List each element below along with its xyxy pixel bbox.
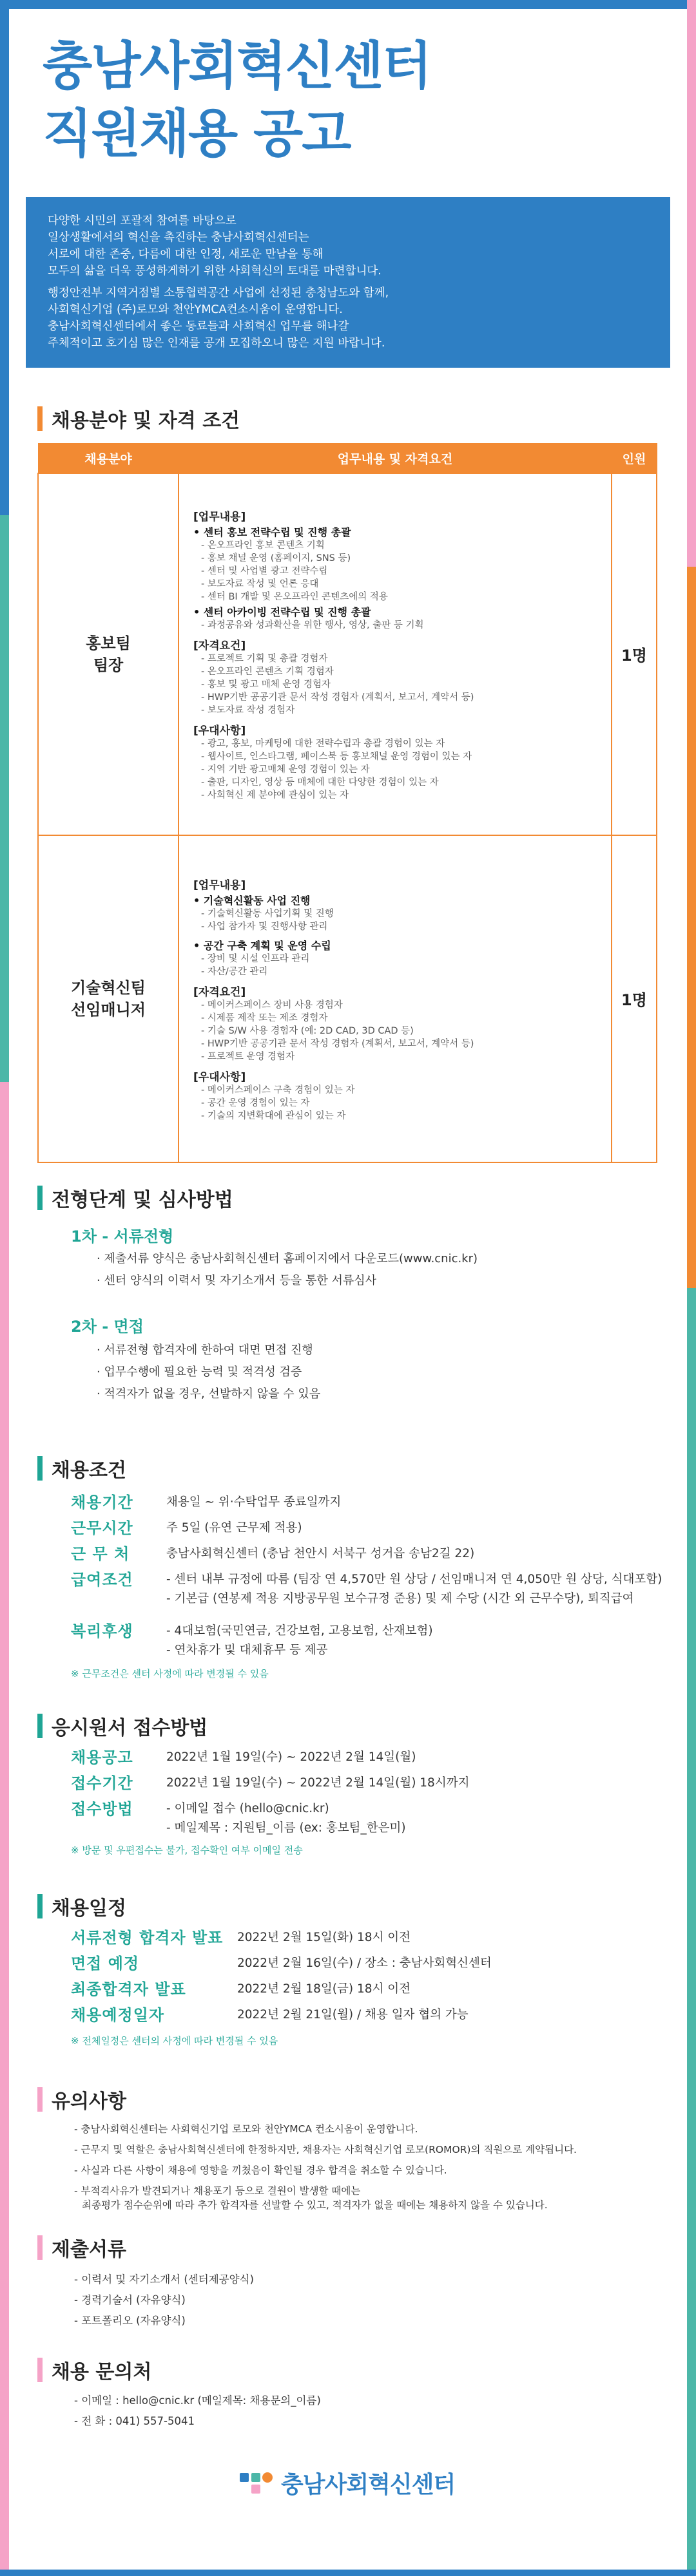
intro-paragraph: 다양한 시민의 포괄적 참여를 바탕으로 일상생활에서의 혁신을 촉진하는 충남사회혁신센터는 서로에 대한 존중, 다름에 대한 인정, 새로운 만남을 통해 모두의 삶을 더욱 풍성하게하기 위한 사회혁신의 토대를 마련합니다. [48,214,382,278]
count-cell: 1명 [612,473,657,835]
schedule-row: 최종합격자 발표 2022년 2월 18일(금) 18시 이전 [71,1980,411,1998]
table-header-row [38,444,657,473]
section-header-documents: 제출서류 [37,2233,126,2262]
condition-row: 복리후생 - 4대보험(국민연금, 건강보험, 고용보험, 산재보험) - 연차휴가 및 대체휴무 등 제공 [71,1622,433,1657]
conditions-note: ※ 근무조건은 센터 사정에 따라 변경될 수 있음 [71,1668,269,1680]
count-cell: 1명 [612,835,657,1162]
title-line-1: 충남사회혁신센터 [43,36,431,96]
section-header-contact: 채용 문의처 [37,2356,151,2384]
application-row: 채용공고 2022년 1월 19일(수) ~ 2022년 2월 14일(월) [71,1748,416,1766]
page-title [43,32,430,167]
section-header-schedule: 채용일정 [37,1892,126,1920]
contact-list: - 이메일 : hello@cnic.kr (메일제목: 채용문의_이름) - 전 화 : 041) 557-5041 [74,2394,321,2427]
application-row: 접수기간 2022년 1월 19일(수) ~ 2022년 2월 14일(월) 18시까지 [71,1774,470,1792]
condition-row: 급여조건 - 센터 내부 규정에 따름 (팀장 연 4,570만 원 상당 / 선임매니저 연 4,050만 원 상당, 식대포함) - 기본급 (연봉제 적용 지방공무원 보수규정 준용) 및 제 수당 (시간 외 근무수당), 퇴직급여 [71,1571,662,1605]
top-accent-bar [0,0,696,9]
notes-list: - 충남사회혁신센터는 사회혁신기업 로모와 천안YMCA 컨소시움이 운영합니다. - 근무지 및 역할은 충남사회혁신센터에 한정하지만, 채용자는 사회혁신기업 로모(ROMOR)의 직원으로 계약됩니다. - 사실과 다른 사항이 채용에 영향을 끼쳤음이 확인될 경우 합격을 취소할 수 있습니다. - 부적격사유가 발견되거나 채용포기 등으로 결원이 발생할 때에는 최종평가 점수순위에 따라 추가 합격자를 선발할 수 있고, 적격자가 없을 때에는 채용하지 않을 수 있습니다. [74,2123,577,2211]
table-row [38,835,657,1162]
application-row: 접수방법 - 이메일 접수 (hello@cnic.kr) - 메일제목 : 지원팀_이름 (ex: 홍보팀_한은미) [71,1800,406,1835]
section-header-process: 전형단계 및 심사방법 [37,1184,233,1212]
table-row [38,473,657,835]
desc-cell: [업무내용] • 기술혁신활동 사업 진행 - 기술혁신활동 사업기획 및 진행 - 사업 참가자 및 진행사항 관리 • 공간 구축 계획 및 운영 수립 - 장비 및 시설 인프라 관리 - 자산/공간 관리 [자격요건] - 메이커스페이스 장비 사용 경험자 - 시제품 제작 또는 제조 경험자 - 기술 S/W 사용 경험자 (예: 2D CAD, 3D CAD 등) - HWP기반 공공기관 문서 작성 경험자 (계획서, 보고서, 계약서 등) - 프로젝트 운영 경험자 [우대사항] - 메이커스페이스 구축 경험이 있는 자 - 공간 운영 경험이 있는 자 - 기술의 지변확대에 관심이 있는 자 [179,835,612,1162]
condition-row: 근 무 처 충남사회혁신센터 (충남 천안시 서북구 성거읍 송남2길 22) [71,1545,475,1563]
logo-text: 충남사회혁신센터 [281,2472,456,2498]
schedule-row: 면접 예정 2022년 2월 16일(수) / 장소 : 충남사회혁신센터 [71,1955,492,1973]
desc-cell: [업무내용] • 센터 홍보 전략수립 및 진행 총괄 - 온오프라인 홍보 콘텐츠 기획 - 홍보 채널 운영 (홈페이지, SNS 등) - 센터 및 사업별 광고 전략수립 - 보도자료 작성 및 언론 응대 - 센터 BI 개발 및 온오프라인 콘텐츠에의 적용 • 센터 아카이빙 전략수립 및 진행 총괄 - 과정공유와 성과확산을 위한 행사, 영상, 출판 등 기획 [자격요건] - 프로젝트 기획 및 총괄 경험자 - 온오프라인 콘텐츠 기획 경험자 - 홍보 및 광고 매체 운영 경험자 - HWP기반 공공기관 문서 작성 경험자 (계획서, 보고서, 계약서 등) - 보도자료 작성 경험자 [우대사항] - 광고, 홍보, 마케팅에 대한 전략수립과 총괄 경험이 있는 자 - 웹사이트, 인스타그램, 페이스북 등 홍보채널 운영 경험이 있는 자 - 지역 기반 광고매체 운영 경험이 있는 자 - 출판, 디자인, 영상 등 매체에 대한 다양한 경험이 있는 자 - 사회혁신 제 분야에 관심이 있는 자 [179,473,612,835]
intro-box [26,197,670,368]
schedule-note: ※ 전체일정은 센터의 사정에 따라 변경될 수 있음 [71,2035,278,2047]
section-header-application: 응시원서 접수방법 [37,1712,208,1740]
section-header-notes: 유의사항 [37,2085,126,2114]
condition-row: 채용기간 채용일 ~ 위·수탁업무 종료일까지 [71,1493,342,1511]
documents-list: - 이력서 및 자기소개서 (센터제공양식) - 경력기술서 (자유양식) - 포트폴리오 (자유양식) [74,2273,254,2327]
schedule-row: 서류전형 합격자 발표 2022년 2월 15일(화) 18시 이전 [71,1929,411,1947]
col-header-duties: 업무내용 및 자격요건 [179,444,612,473]
role-cell: 홍보팀 팀장 [38,473,179,835]
stage-1-list: · 제출서류 양식은 충남사회혁신센터 홈페이지에서 다운로드(www.cnic.kr) · 센터 양식의 이력서 및 자기소개서 등을 통한 서류심사 [97,1252,478,1287]
logo-mark-icon [238,2469,275,2497]
title-line-2: 직원채용 공고 [43,104,351,164]
left-accent-bar [0,0,9,2576]
section-header-conditions: 채용조건 [37,1454,126,1482]
stage-2-list: · 서류전형 합격자에 한하여 대면 면접 진행 · 업무수행에 필요한 능력 및 적격성 검증 · 적격자가 없을 경우, 선발하지 않을 수 있음 [97,1343,321,1401]
schedule-row: 채용예정일자 2022년 2월 21일(월) / 채용 일자 협의 가능 [71,2006,469,2024]
bottom-accent-bar [0,2570,696,2576]
role-cell: 기술혁신팀 선임매니저 [38,835,179,1162]
org-logo [238,2467,455,2499]
stage-2-title: 2차 - 면접 [71,1318,144,1336]
stage-1-title: 1차 - 서류전형 [71,1227,174,1245]
condition-row: 근무시간 주 5일 (유연 근무제 적용) [71,1519,302,1537]
application-note: ※ 방문 및 우편접수는 불가, 접수확인 여부 이메일 전송 [71,1844,303,1856]
col-header-count: 인원 [612,444,657,473]
section-header-positions: 채용분야 및 자격 조건 [37,404,240,433]
col-header-field: 채용분야 [38,444,179,473]
positions-table [37,443,657,1163]
intro-paragraph: 행정안전부 지역거점별 소통협력공간 사업에 선정된 충청남도와 함께, 사회혁신기업 (주)로모와 천안YMCA컨소시움이 운영합니다. 충남사회혁신센터에서 좋은 동료들과 사회혁신 업무를 해나갈 주체적이고 호기심 많은 인재를 공개 모집하오니 많은 지원 바랍니다. [48,287,389,350]
right-accent-bar [687,0,696,2576]
